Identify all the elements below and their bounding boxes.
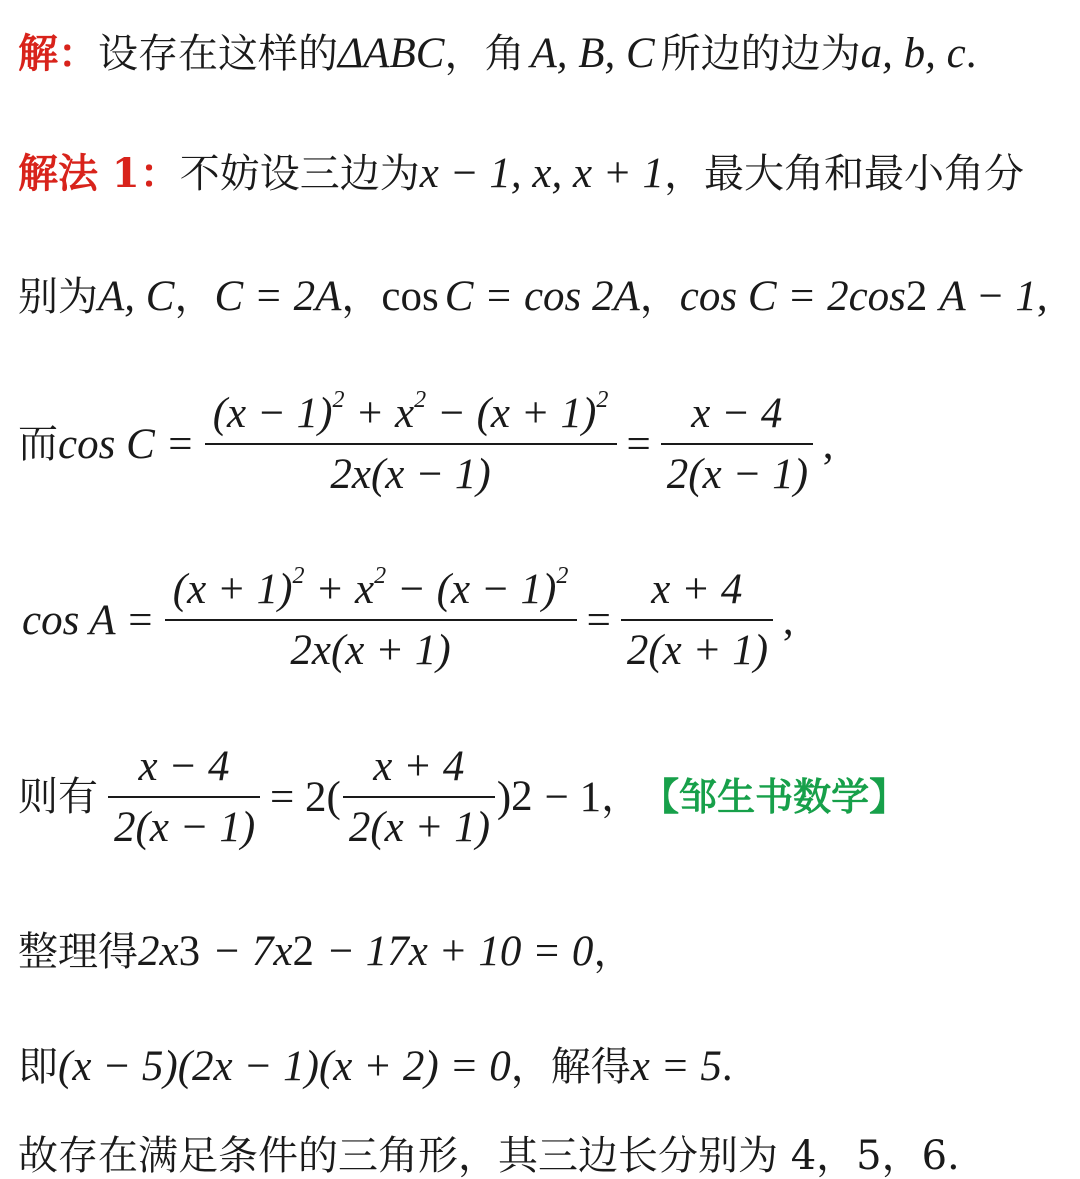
angle-relation-line: 别为 A, C ， C = 2A ， cos C = cos 2A ， cos C = 2cos 2 A − 1 , [18, 272, 1048, 320]
sep-3: ， [639, 273, 680, 320]
intro-text-a: 设存在这样的 [98, 30, 338, 77]
cos-double-eq: C = cos 2A [444, 273, 640, 320]
factored-equation-line [18, 1045, 1070, 1088]
cubic-term-c: − 17x + 10 = 0 [325, 928, 594, 975]
combined-equation: 则有 $\frac{x - 4}{2(x - 1)}$ = 2( $\frac{x + 4}{2(x + 1)}$ ) 2 − 1 ， 【邹生书数学】 [18, 743, 908, 851]
cos-a-fraction-1: $\frac{(x + 1)^2 + x^2 - (x - 1)^2}{2x(x + 1)}$ [165, 568, 577, 672]
cos-a-eq: = [586, 596, 611, 644]
cos-c-eq: = [626, 420, 651, 468]
cubic-equation-line: 整理得 2x 3 − 7x 2 − 17x + 10 = 0 ， [18, 927, 634, 975]
cubic-term-b: − 7x [212, 928, 293, 975]
cos-word: cos [381, 273, 439, 320]
double-angle-eq: C = 2A [214, 273, 342, 320]
solution-intro-line [18, 29, 1070, 77]
combined-close: ) [496, 773, 512, 821]
factored-prefix: 即 [18, 1043, 58, 1090]
sep-1: ， [174, 273, 215, 320]
cos-a-equation [22, 563, 1070, 674]
cos-c-fraction-2: $\frac{x - 4}{2(x - 1)}$ [661, 392, 813, 496]
sep-2: ， [341, 273, 382, 320]
conclusion-line [18, 1133, 1070, 1179]
cos-a-lhs: cos A = [22, 596, 155, 644]
assumed-sides: x − 1, x, x + 1 [419, 150, 665, 197]
cos-identity-rhs: A − 1 [939, 273, 1037, 320]
intro-end: . [965, 30, 977, 77]
angle-text: 别为 [18, 273, 98, 320]
method-text-a: 不妨设三边为 [179, 150, 420, 197]
cos-c-lhs: cos C = [58, 420, 195, 468]
combined-prefix: 则有 [18, 774, 98, 820]
angle-pair: A, C [98, 273, 175, 320]
cos-a-end: , [782, 596, 794, 644]
cubic-term-a: 2x [138, 928, 179, 975]
combined-fraction-1: $\frac{x - 4}{2(x - 1)}$ [108, 745, 260, 849]
intro-text-c: 所边的边为 [660, 30, 861, 77]
solution-label: 解： [18, 29, 98, 77]
combined-sep: ， [601, 774, 642, 820]
cos-c-equation [18, 387, 1070, 498]
factored-text: ，解得 [510, 1043, 631, 1090]
method-one-label: 解法 1： [18, 149, 180, 197]
combined-tail: − 1 [544, 773, 602, 821]
cos-identity-lhs: cos C = 2cos [679, 273, 906, 320]
side-names: a, b, c [860, 30, 966, 77]
triangle-symbol: ΔABC [338, 30, 445, 77]
cubic-end: ， [593, 928, 634, 975]
cos-c-prefix: 而 [18, 421, 58, 467]
combined-fraction-2: $\frac{x + 4}{2(x + 1)}$ [343, 745, 495, 849]
cos-c-end: , [822, 420, 834, 468]
method-one-line [18, 149, 1070, 197]
conclusion-text: 故存在满足条件的三角形，其三边长分别为 4，5，6. [18, 1133, 960, 1179]
brand-watermark: 【邹生书数学】 [641, 775, 908, 819]
solution-value: x = 5 [630, 1043, 722, 1090]
combined-mid: = 2( [270, 773, 341, 821]
cos-c-fraction-1: $\frac{(x - 1)^2 + x^2 - (x + 1)^2}{2x(x - 1)}$ [205, 392, 617, 496]
intro-text-b: ，角 [444, 30, 525, 77]
method-text-b: ，最大角和最小角分 [664, 150, 1025, 197]
line3-end: , [1036, 273, 1048, 320]
cubic-prefix: 整理得 [18, 928, 138, 975]
cos-a-fraction-2: $\frac{x + 4}{2(x + 1)}$ [621, 568, 773, 672]
angle-names: A, B, C [530, 30, 655, 77]
factored-equation: (x − 5)(2x − 1)(x + 2) = 0 [58, 1043, 511, 1090]
factored-end: . [721, 1043, 733, 1090]
